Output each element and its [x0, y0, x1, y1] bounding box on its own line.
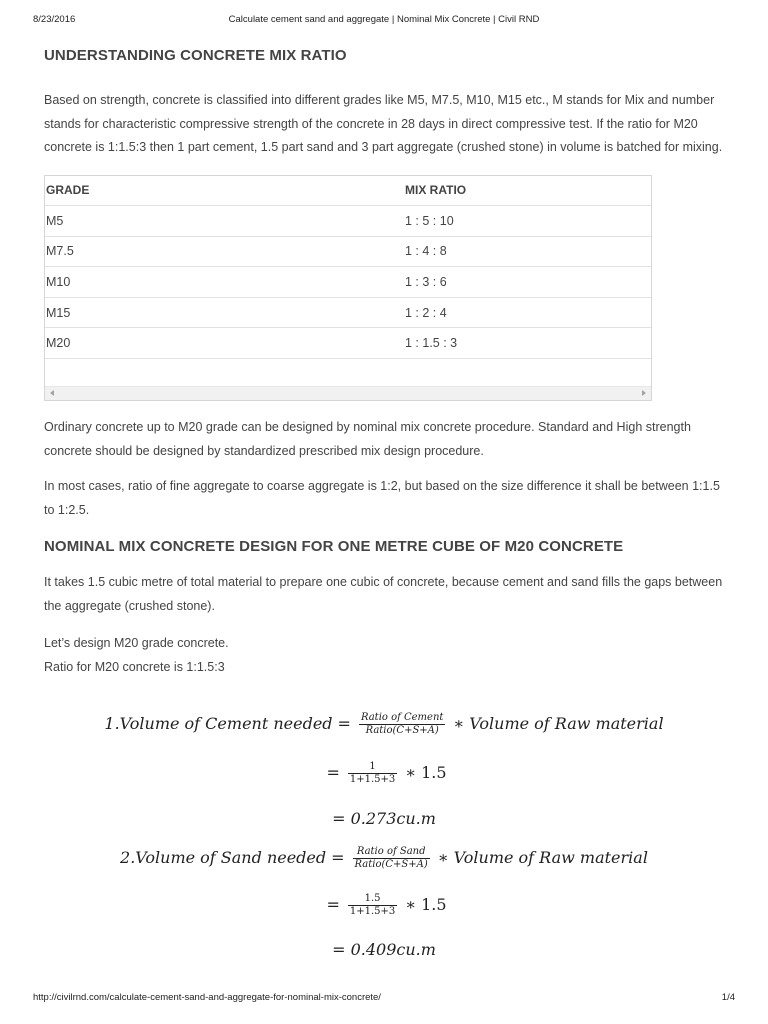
ordinary-concrete-paragraph: Ordinary concrete up to M20 grade can be designed by nominal mix concrete procedure. Standard and High strength concrete should be designed by standardized prescribed mix design procedure. — [44, 420, 691, 458]
m20-ratio-line: Ratio for M20 concrete is 1:1.5:3 — [44, 659, 225, 674]
table-header-row — [45, 176, 651, 206]
print-url: http://civilrnd.com/calculate-cement-sand-and-aggregate-for-nominal-mix-concrete/ — [33, 992, 381, 1003]
total-material-value: 1.5 — [421, 895, 447, 914]
equation-cement-formula: 1.Volume of Cement needed = $\frac{\text{Ratio of Cement}}{\text{Ratio(C+S+A)}}$ ∗ Volume of Raw material — [104, 712, 664, 736]
section-heading-mix-ratio: UNDERSTANDING CONCRETE MIX RATIO — [44, 47, 347, 64]
table-row — [45, 236, 651, 267]
equation-sand-formula: 2.Volume of Sand needed = $\frac{\text{Ratio of Sand}}{\text{Ratio(C+S+A)}}$ ∗ Volume of Raw material — [120, 846, 648, 870]
grade-cell: M5 — [45, 206, 405, 237]
sand-result: = 0.409cu.m — [332, 940, 436, 959]
mix-ratio-cell: 1 : 4 : 8 — [405, 236, 651, 267]
section-heading-nominal-mix: NOMINAL MIX CONCRETE DESIGN FOR ONE METRE CUBE OF M20 CONCRETE — [44, 538, 624, 556]
table-empty-row — [45, 359, 651, 387]
mix-ratio-cell: 1 : 5 : 10 — [405, 206, 651, 237]
mix-ratio-cell: 1 : 3 : 6 — [405, 267, 651, 298]
article-content — [44, 44, 724, 679]
cement-lhs: 1.Volume of Cement needed — [104, 714, 333, 733]
fine-aggregate-paragraph: In most cases, ratio of fine aggregate to coarse aggregate is 1:2, but based on the size difference it shall be between 1:1.5 to 1:2.5. — [44, 479, 720, 517]
equation-sand-result — [0, 940, 768, 959]
grade-cell: M20 — [45, 328, 405, 359]
table-row — [45, 328, 651, 359]
print-date: 8/23/2016 — [33, 14, 76, 25]
table-row — [45, 267, 651, 298]
cement-result: = 0.273cu.m — [332, 809, 436, 828]
sand-lhs: 2.Volume of Sand needed — [120, 848, 327, 867]
scroll-left-arrow-icon[interactable] — [50, 390, 54, 396]
print-header — [33, 14, 735, 30]
table-row — [45, 297, 651, 328]
total-material-paragraph: It takes 1.5 cubic metre of total material to prepare one cubic of concrete, because cement and sand fills the gaps between the aggregate (crushed stone). — [44, 575, 723, 613]
cement-ratio-fraction: $\frac{\text{Ratio of Cement}}{\text{Ratio(C+S+A)}}$ — [360, 712, 444, 736]
grade-cell: M7.5 — [45, 236, 405, 267]
equation-cement-result — [0, 809, 768, 828]
column-header-mix-ratio: MIX RATIO — [405, 176, 651, 206]
print-footer — [33, 992, 735, 1008]
cement-step-fraction: $\frac{1}{1+1.5+3}$ — [349, 761, 396, 785]
column-header-grade: GRADE — [45, 176, 405, 206]
print-page-title: Calculate cement sand and aggregate | Nominal Mix Concrete | Civil RND — [228, 14, 540, 25]
total-material-value: 1.5 — [421, 763, 447, 782]
print-page-number: 1/4 — [721, 992, 735, 1003]
mix-intro-paragraph: Based on strength, concrete is classified into different grades like M5, M7.5, M10, M15 etc., M stands for Mix and number stands for characteristic compressive strength of the concrete in 28 days in direct compressive test. If the ratio for M20 concrete is 1:1.5:3 then 1 part cement, 1.5 part sand and 3 part aggregate (crushed stone) in volume is batched for mixing. — [44, 93, 723, 154]
mix-ratio-table — [45, 176, 651, 387]
equation-sand-step: = $\frac{1.5}{1+1.5+3}$ ∗ 1.5 — [326, 893, 447, 917]
raw-material-term: Volume of Raw material — [469, 714, 664, 733]
lets-design-line: Let’s design M20 grade concrete. — [44, 636, 229, 651]
mix-ratio-cell: 1 : 2 : 4 — [405, 297, 651, 328]
sand-ratio-fraction: $\frac{\text{Ratio of Sand}}{\text{Ratio(C+S+A)}}$ — [354, 846, 428, 870]
table-row — [45, 206, 651, 237]
grade-cell: M10 — [45, 267, 405, 298]
mix-ratio-table-container — [44, 175, 652, 402]
scroll-right-arrow-icon[interactable] — [642, 390, 646, 396]
sand-step-fraction: $\frac{1.5}{1+1.5+3}$ — [349, 893, 396, 917]
raw-material-term: Volume of Raw material — [453, 848, 648, 867]
table-horizontal-scrollbar[interactable] — [45, 386, 651, 400]
equation-cement-step: = $\frac{1}{1+1.5+3}$ ∗ 1.5 — [326, 761, 447, 785]
mix-ratio-cell: 1 : 1.5 : 3 — [405, 328, 651, 359]
grade-cell: M15 — [45, 297, 405, 328]
